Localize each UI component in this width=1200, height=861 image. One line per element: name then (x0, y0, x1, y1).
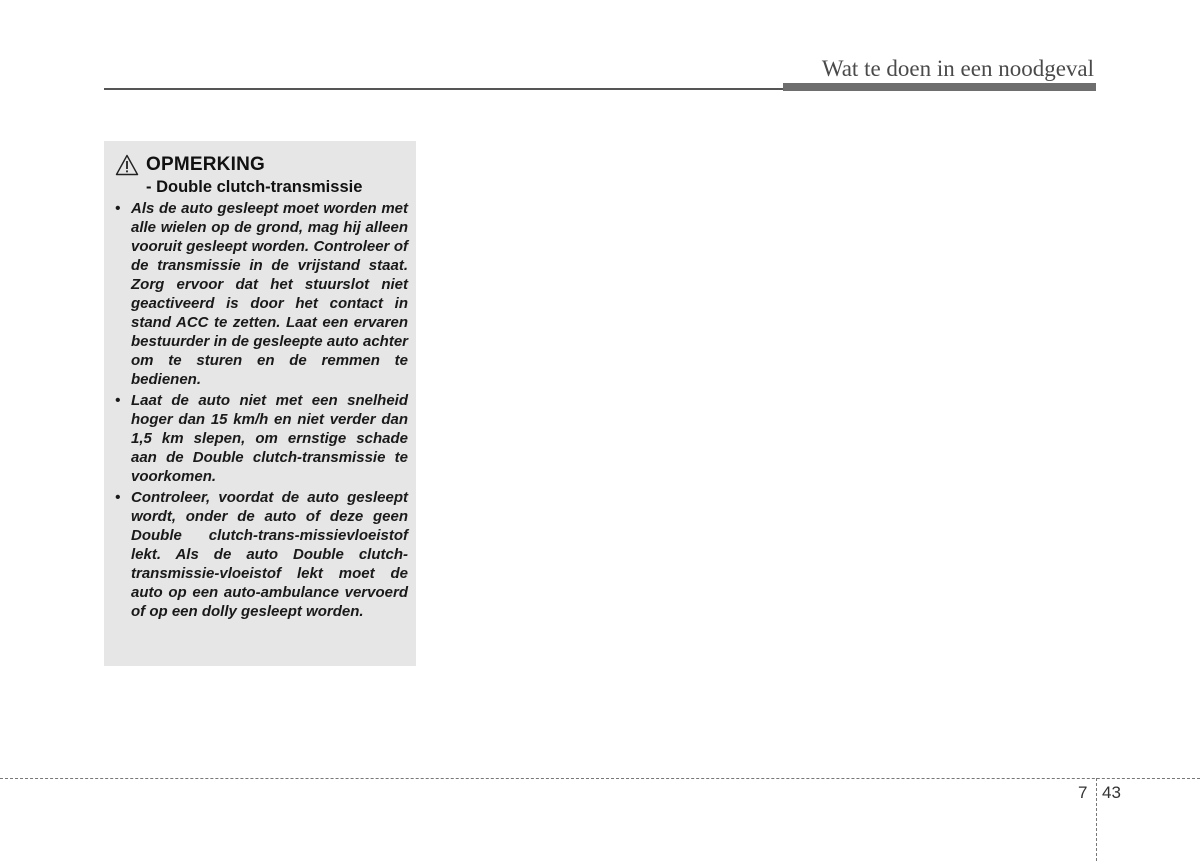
notice-title: OPMERKING (146, 154, 265, 175)
bullet-marker: • (115, 392, 121, 409)
bullet-marker: • (115, 489, 121, 506)
notice-subtitle: - Double clutch-transmissie (146, 178, 363, 196)
header-rule-accent (783, 83, 1096, 91)
header-rule (104, 88, 784, 90)
list-item-text: Controleer, voordat de auto gesleept wordt, onder de auto of deze geen Double clutch-trans-missievloeistof lekt. Als de auto Double clutch-transmissie-vloeistof lekt moet de auto op een auto-ambulance vervoerd of op een dolly gesleept worden. (131, 489, 408, 620)
list-item (114, 488, 408, 621)
notice-box (104, 141, 416, 666)
footer-divider (1096, 778, 1097, 861)
notice-list (114, 199, 408, 621)
notice-header (114, 154, 408, 176)
list-item (114, 391, 408, 486)
chapter-number: 7 (1078, 783, 1088, 802)
warning-triangle-icon (115, 154, 139, 176)
footer-rule (0, 778, 1200, 779)
list-item-text: Laat de auto niet met een snelheid hoger dan 15 km/h en niet verder dan 1,5 km slepen, om ernstige schade aan de Double clutch-transmissie te voorkomen. (131, 392, 408, 485)
bullet-marker: • (115, 200, 121, 217)
page-number: 43 (1102, 783, 1121, 802)
section-title: Wat te doen in een noodgeval (821, 56, 1094, 81)
list-item (114, 199, 408, 389)
list-item-text: Als de auto gesleept moet worden met alle wielen op de grond, mag hij alleen vooruit gesleept worden. Controleer of de transmissie in de vrijstand staat. Zorg ervoor dat het stuurslot niet geactiveerd is door het contact in stand ACC te zetten. Laat een ervaren bestuurder in de gesleepte auto achter om te sturen en de remmen te bedienen. (131, 200, 408, 388)
